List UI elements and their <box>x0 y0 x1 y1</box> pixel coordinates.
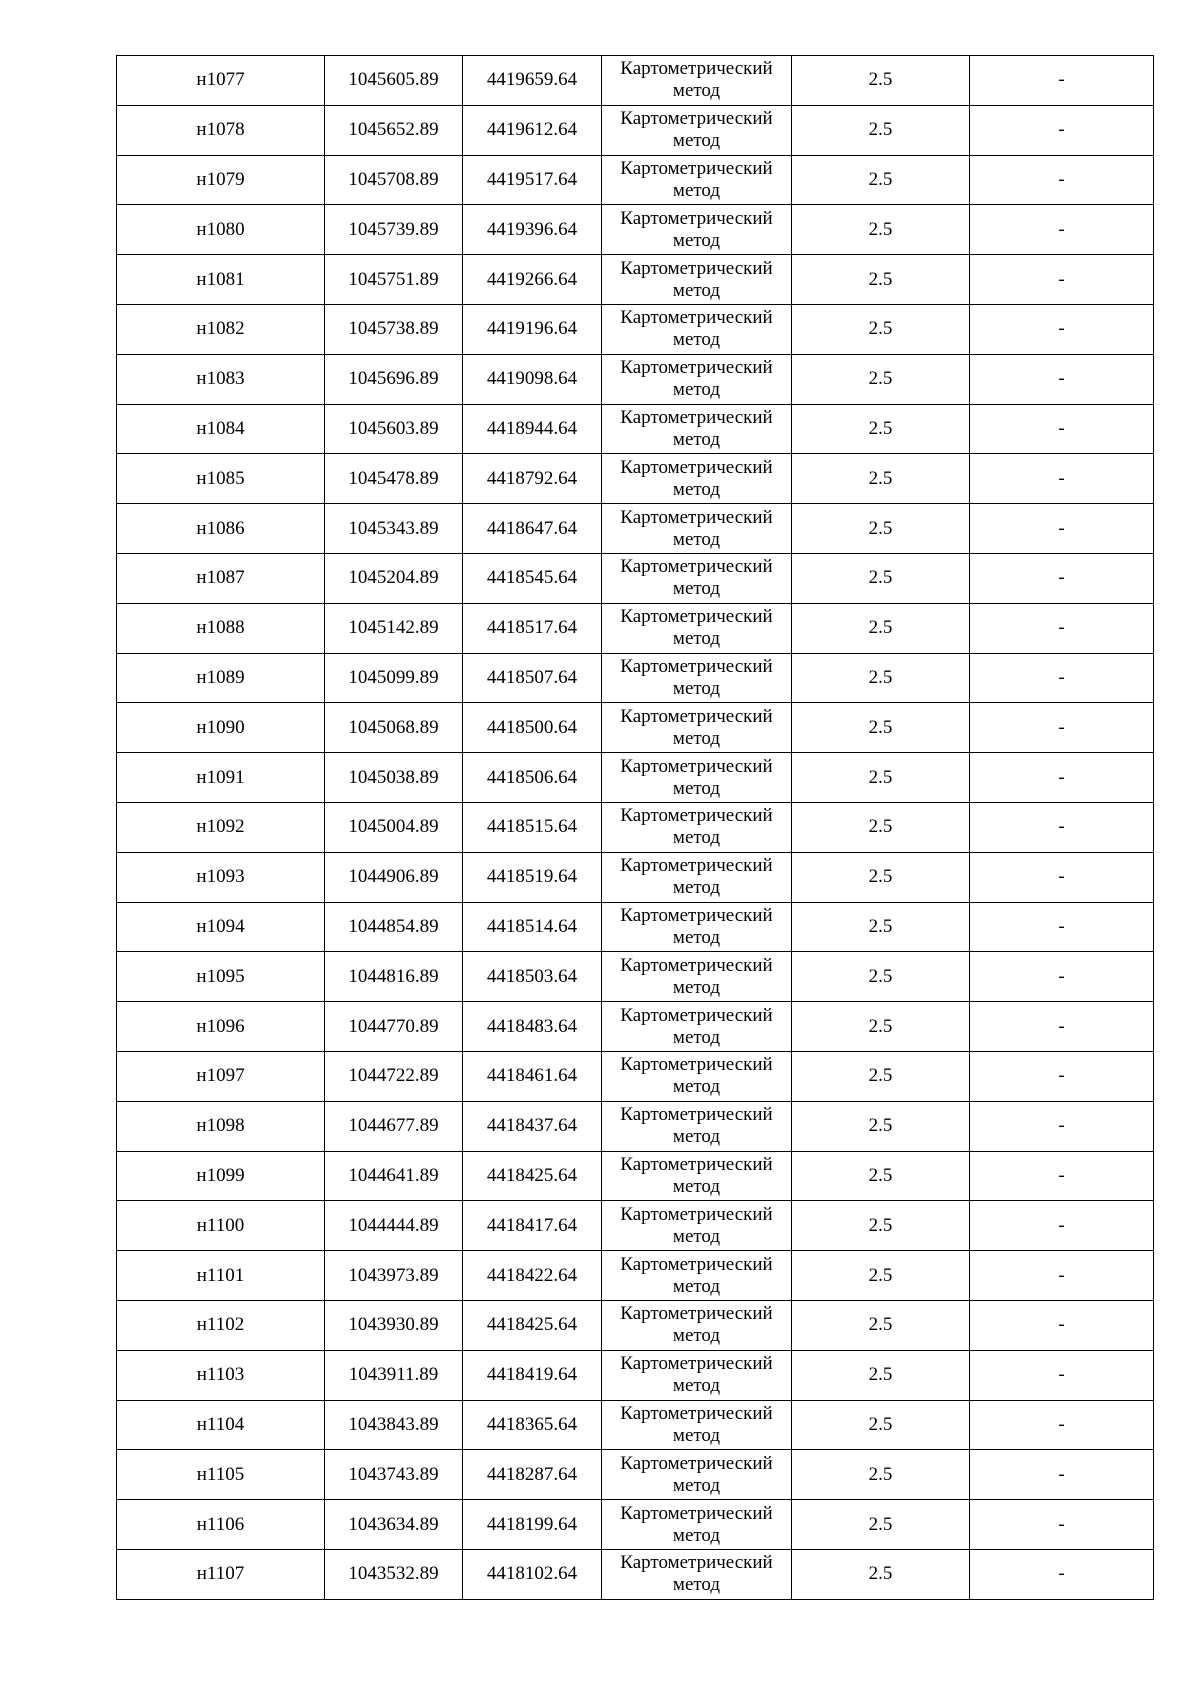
table-row <box>117 852 1154 902</box>
x-coordinate-cell: 1044906.89 <box>325 852 463 902</box>
table-row <box>117 553 1154 603</box>
table-row <box>117 902 1154 952</box>
note-cell: - <box>970 653 1154 703</box>
table-row <box>117 952 1154 1002</box>
note-cell: - <box>970 205 1154 255</box>
x-coordinate-cell: 1045696.89 <box>325 354 463 404</box>
accuracy-cell: 2.5 <box>792 1051 970 1101</box>
point-id-cell: н1093 <box>117 852 325 902</box>
accuracy-cell: 2.5 <box>792 205 970 255</box>
y-coordinate-cell: 4418422.64 <box>463 1251 602 1301</box>
method-cell: Картометрический метод <box>602 1002 792 1052</box>
y-coordinate-cell: 4419396.64 <box>463 205 602 255</box>
table-row <box>117 404 1154 454</box>
y-coordinate-cell: 4419612.64 <box>463 105 602 155</box>
x-coordinate-cell: 1045004.89 <box>325 802 463 852</box>
table-row <box>117 255 1154 305</box>
method-cell: Картометрический метод <box>602 1101 792 1151</box>
point-id-cell: н1086 <box>117 504 325 554</box>
note-cell: - <box>970 1101 1154 1151</box>
table-row <box>117 454 1154 504</box>
point-id-cell: н1102 <box>117 1300 325 1350</box>
point-id-cell: н1095 <box>117 952 325 1002</box>
accuracy-cell: 2.5 <box>792 952 970 1002</box>
point-id-cell: н1090 <box>117 703 325 753</box>
y-coordinate-cell: 4418506.64 <box>463 753 602 803</box>
accuracy-cell: 2.5 <box>792 1251 970 1301</box>
y-coordinate-cell: 4419659.64 <box>463 56 602 106</box>
x-coordinate-cell: 1045738.89 <box>325 304 463 354</box>
y-coordinate-cell: 4418500.64 <box>463 703 602 753</box>
accuracy-cell: 2.5 <box>792 105 970 155</box>
accuracy-cell: 2.5 <box>792 902 970 952</box>
y-coordinate-cell: 4418419.64 <box>463 1350 602 1400</box>
table-row <box>117 1101 1154 1151</box>
note-cell: - <box>970 802 1154 852</box>
note-cell: - <box>970 1400 1154 1450</box>
accuracy-cell: 2.5 <box>792 155 970 205</box>
table-row <box>117 304 1154 354</box>
accuracy-cell: 2.5 <box>792 1400 970 1450</box>
table-row <box>117 155 1154 205</box>
point-id-cell: н1094 <box>117 902 325 952</box>
accuracy-cell: 2.5 <box>792 1151 970 1201</box>
method-cell: Картометрический метод <box>602 1251 792 1301</box>
method-cell: Картометрический метод <box>602 1500 792 1550</box>
point-id-cell: н1097 <box>117 1051 325 1101</box>
method-cell: Картометрический метод <box>602 354 792 404</box>
accuracy-cell: 2.5 <box>792 553 970 603</box>
note-cell: - <box>970 454 1154 504</box>
method-cell: Картометрический метод <box>602 753 792 803</box>
y-coordinate-cell: 4418417.64 <box>463 1201 602 1251</box>
method-cell: Картометрический метод <box>602 1051 792 1101</box>
accuracy-cell: 2.5 <box>792 852 970 902</box>
note-cell: - <box>970 1002 1154 1052</box>
method-cell: Картометрический метод <box>602 1350 792 1400</box>
table-row <box>117 603 1154 653</box>
note-cell: - <box>970 1201 1154 1251</box>
y-coordinate-cell: 4418503.64 <box>463 952 602 1002</box>
point-id-cell: н1085 <box>117 454 325 504</box>
y-coordinate-cell: 4419098.64 <box>463 354 602 404</box>
y-coordinate-cell: 4418437.64 <box>463 1101 602 1151</box>
point-id-cell: н1104 <box>117 1400 325 1450</box>
x-coordinate-cell: 1045652.89 <box>325 105 463 155</box>
method-cell: Картометрический метод <box>602 802 792 852</box>
table-row <box>117 1450 1154 1500</box>
x-coordinate-cell: 1044641.89 <box>325 1151 463 1201</box>
accuracy-cell: 2.5 <box>792 1549 970 1599</box>
note-cell: - <box>970 1549 1154 1599</box>
accuracy-cell: 2.5 <box>792 802 970 852</box>
method-cell: Картометрический метод <box>602 553 792 603</box>
table-row <box>117 753 1154 803</box>
y-coordinate-cell: 4418647.64 <box>463 504 602 554</box>
method-cell: Картометрический метод <box>602 852 792 902</box>
point-id-cell: н1101 <box>117 1251 325 1301</box>
accuracy-cell: 2.5 <box>792 1500 970 1550</box>
y-coordinate-cell: 4418425.64 <box>463 1300 602 1350</box>
note-cell: - <box>970 603 1154 653</box>
note-cell: - <box>970 354 1154 404</box>
method-cell: Картометрический метод <box>602 304 792 354</box>
method-cell: Картометрический метод <box>602 1549 792 1599</box>
note-cell: - <box>970 304 1154 354</box>
x-coordinate-cell: 1045343.89 <box>325 504 463 554</box>
point-id-cell: н1098 <box>117 1101 325 1151</box>
table-row <box>117 1400 1154 1450</box>
y-coordinate-cell: 4418507.64 <box>463 653 602 703</box>
method-cell: Картометрический метод <box>602 504 792 554</box>
note-cell: - <box>970 255 1154 305</box>
method-cell: Картометрический метод <box>602 454 792 504</box>
method-cell: Картометрический метод <box>602 1400 792 1450</box>
accuracy-cell: 2.5 <box>792 1201 970 1251</box>
point-id-cell: н1092 <box>117 802 325 852</box>
x-coordinate-cell: 1045142.89 <box>325 603 463 653</box>
x-coordinate-cell: 1044722.89 <box>325 1051 463 1101</box>
accuracy-cell: 2.5 <box>792 1450 970 1500</box>
table-row <box>117 1201 1154 1251</box>
y-coordinate-cell: 4418199.64 <box>463 1500 602 1550</box>
accuracy-cell: 2.5 <box>792 603 970 653</box>
accuracy-cell: 2.5 <box>792 354 970 404</box>
note-cell: - <box>970 703 1154 753</box>
note-cell: - <box>970 105 1154 155</box>
y-coordinate-cell: 4418514.64 <box>463 902 602 952</box>
y-coordinate-cell: 4418365.64 <box>463 1400 602 1450</box>
point-id-cell: н1106 <box>117 1500 325 1550</box>
note-cell: - <box>970 852 1154 902</box>
x-coordinate-cell: 1043843.89 <box>325 1400 463 1450</box>
note-cell: - <box>970 1251 1154 1301</box>
x-coordinate-cell: 1043930.89 <box>325 1300 463 1350</box>
y-coordinate-cell: 4418287.64 <box>463 1450 602 1500</box>
accuracy-cell: 2.5 <box>792 255 970 305</box>
method-cell: Картометрический метод <box>602 603 792 653</box>
table-row <box>117 1151 1154 1201</box>
point-id-cell: н1087 <box>117 553 325 603</box>
note-cell: - <box>970 1500 1154 1550</box>
accuracy-cell: 2.5 <box>792 1350 970 1400</box>
x-coordinate-cell: 1043634.89 <box>325 1500 463 1550</box>
accuracy-cell: 2.5 <box>792 56 970 106</box>
point-id-cell: н1100 <box>117 1201 325 1251</box>
x-coordinate-cell: 1044816.89 <box>325 952 463 1002</box>
point-id-cell: н1084 <box>117 404 325 454</box>
y-coordinate-cell: 4418483.64 <box>463 1002 602 1052</box>
x-coordinate-cell: 1045099.89 <box>325 653 463 703</box>
note-cell: - <box>970 553 1154 603</box>
y-coordinate-cell: 4419196.64 <box>463 304 602 354</box>
x-coordinate-cell: 1044444.89 <box>325 1201 463 1251</box>
y-coordinate-cell: 4418517.64 <box>463 603 602 653</box>
table-row <box>117 1350 1154 1400</box>
y-coordinate-cell: 4418461.64 <box>463 1051 602 1101</box>
accuracy-cell: 2.5 <box>792 504 970 554</box>
method-cell: Картометрический метод <box>602 902 792 952</box>
note-cell: - <box>970 1151 1154 1201</box>
accuracy-cell: 2.5 <box>792 404 970 454</box>
x-coordinate-cell: 1045478.89 <box>325 454 463 504</box>
accuracy-cell: 2.5 <box>792 703 970 753</box>
table-row <box>117 105 1154 155</box>
x-coordinate-cell: 1045068.89 <box>325 703 463 753</box>
x-coordinate-cell: 1045204.89 <box>325 553 463 603</box>
table-row <box>117 205 1154 255</box>
point-id-cell: н1083 <box>117 354 325 404</box>
table-row <box>117 653 1154 703</box>
point-id-cell: н1091 <box>117 753 325 803</box>
point-id-cell: н1096 <box>117 1002 325 1052</box>
table-row <box>117 1251 1154 1301</box>
table-row <box>117 1300 1154 1350</box>
y-coordinate-cell: 4419517.64 <box>463 155 602 205</box>
point-id-cell: н1078 <box>117 105 325 155</box>
method-cell: Картометрический метод <box>602 1151 792 1201</box>
table-row <box>117 1549 1154 1599</box>
point-id-cell: н1107 <box>117 1549 325 1599</box>
note-cell: - <box>970 1350 1154 1400</box>
y-coordinate-cell: 4419266.64 <box>463 255 602 305</box>
point-id-cell: н1077 <box>117 56 325 106</box>
y-coordinate-cell: 4418944.64 <box>463 404 602 454</box>
method-cell: Картометрический метод <box>602 1300 792 1350</box>
x-coordinate-cell: 1044770.89 <box>325 1002 463 1052</box>
point-id-cell: н1089 <box>117 653 325 703</box>
method-cell: Картометрический метод <box>602 952 792 1002</box>
note-cell: - <box>970 56 1154 106</box>
x-coordinate-cell: 1043532.89 <box>325 1549 463 1599</box>
table-row <box>117 802 1154 852</box>
x-coordinate-cell: 1045038.89 <box>325 753 463 803</box>
x-coordinate-cell: 1045605.89 <box>325 56 463 106</box>
accuracy-cell: 2.5 <box>792 304 970 354</box>
method-cell: Картометрический метод <box>602 155 792 205</box>
accuracy-cell: 2.5 <box>792 653 970 703</box>
y-coordinate-cell: 4418792.64 <box>463 454 602 504</box>
note-cell: - <box>970 952 1154 1002</box>
note-cell: - <box>970 753 1154 803</box>
y-coordinate-cell: 4418102.64 <box>463 1549 602 1599</box>
x-coordinate-cell: 1045708.89 <box>325 155 463 205</box>
x-coordinate-cell: 1043743.89 <box>325 1450 463 1500</box>
y-coordinate-cell: 4418515.64 <box>463 802 602 852</box>
x-coordinate-cell: 1043973.89 <box>325 1251 463 1301</box>
note-cell: - <box>970 155 1154 205</box>
point-id-cell: н1080 <box>117 205 325 255</box>
method-cell: Картометрический метод <box>602 1201 792 1251</box>
method-cell: Картометрический метод <box>602 1450 792 1500</box>
point-id-cell: н1081 <box>117 255 325 305</box>
note-cell: - <box>970 404 1154 454</box>
note-cell: - <box>970 504 1154 554</box>
accuracy-cell: 2.5 <box>792 753 970 803</box>
table-row <box>117 504 1154 554</box>
y-coordinate-cell: 4418545.64 <box>463 553 602 603</box>
method-cell: Картометрический метод <box>602 105 792 155</box>
note-cell: - <box>970 1300 1154 1350</box>
method-cell: Картометрический метод <box>602 653 792 703</box>
x-coordinate-cell: 1045739.89 <box>325 205 463 255</box>
point-id-cell: н1082 <box>117 304 325 354</box>
x-coordinate-cell: 1043911.89 <box>325 1350 463 1400</box>
note-cell: - <box>970 1051 1154 1101</box>
accuracy-cell: 2.5 <box>792 454 970 504</box>
method-cell: Картометрический метод <box>602 56 792 106</box>
coordinates-table-body <box>117 56 1154 1600</box>
table-row <box>117 703 1154 753</box>
method-cell: Картометрический метод <box>602 205 792 255</box>
coordinates-table <box>116 55 1154 1600</box>
table-row <box>117 1051 1154 1101</box>
accuracy-cell: 2.5 <box>792 1101 970 1151</box>
point-id-cell: н1105 <box>117 1450 325 1500</box>
point-id-cell: н1099 <box>117 1151 325 1201</box>
method-cell: Картометрический метод <box>602 255 792 305</box>
x-coordinate-cell: 1044677.89 <box>325 1101 463 1151</box>
accuracy-cell: 2.5 <box>792 1300 970 1350</box>
y-coordinate-cell: 4418519.64 <box>463 852 602 902</box>
table-row <box>117 56 1154 106</box>
table-row <box>117 1002 1154 1052</box>
x-coordinate-cell: 1045751.89 <box>325 255 463 305</box>
method-cell: Картометрический метод <box>602 703 792 753</box>
x-coordinate-cell: 1045603.89 <box>325 404 463 454</box>
x-coordinate-cell: 1044854.89 <box>325 902 463 952</box>
point-id-cell: н1088 <box>117 603 325 653</box>
accuracy-cell: 2.5 <box>792 1002 970 1052</box>
table-row <box>117 354 1154 404</box>
method-cell: Картометрический метод <box>602 404 792 454</box>
table-row <box>117 1500 1154 1550</box>
point-id-cell: н1079 <box>117 155 325 205</box>
note-cell: - <box>970 902 1154 952</box>
note-cell: - <box>970 1450 1154 1500</box>
point-id-cell: н1103 <box>117 1350 325 1400</box>
y-coordinate-cell: 4418425.64 <box>463 1151 602 1201</box>
